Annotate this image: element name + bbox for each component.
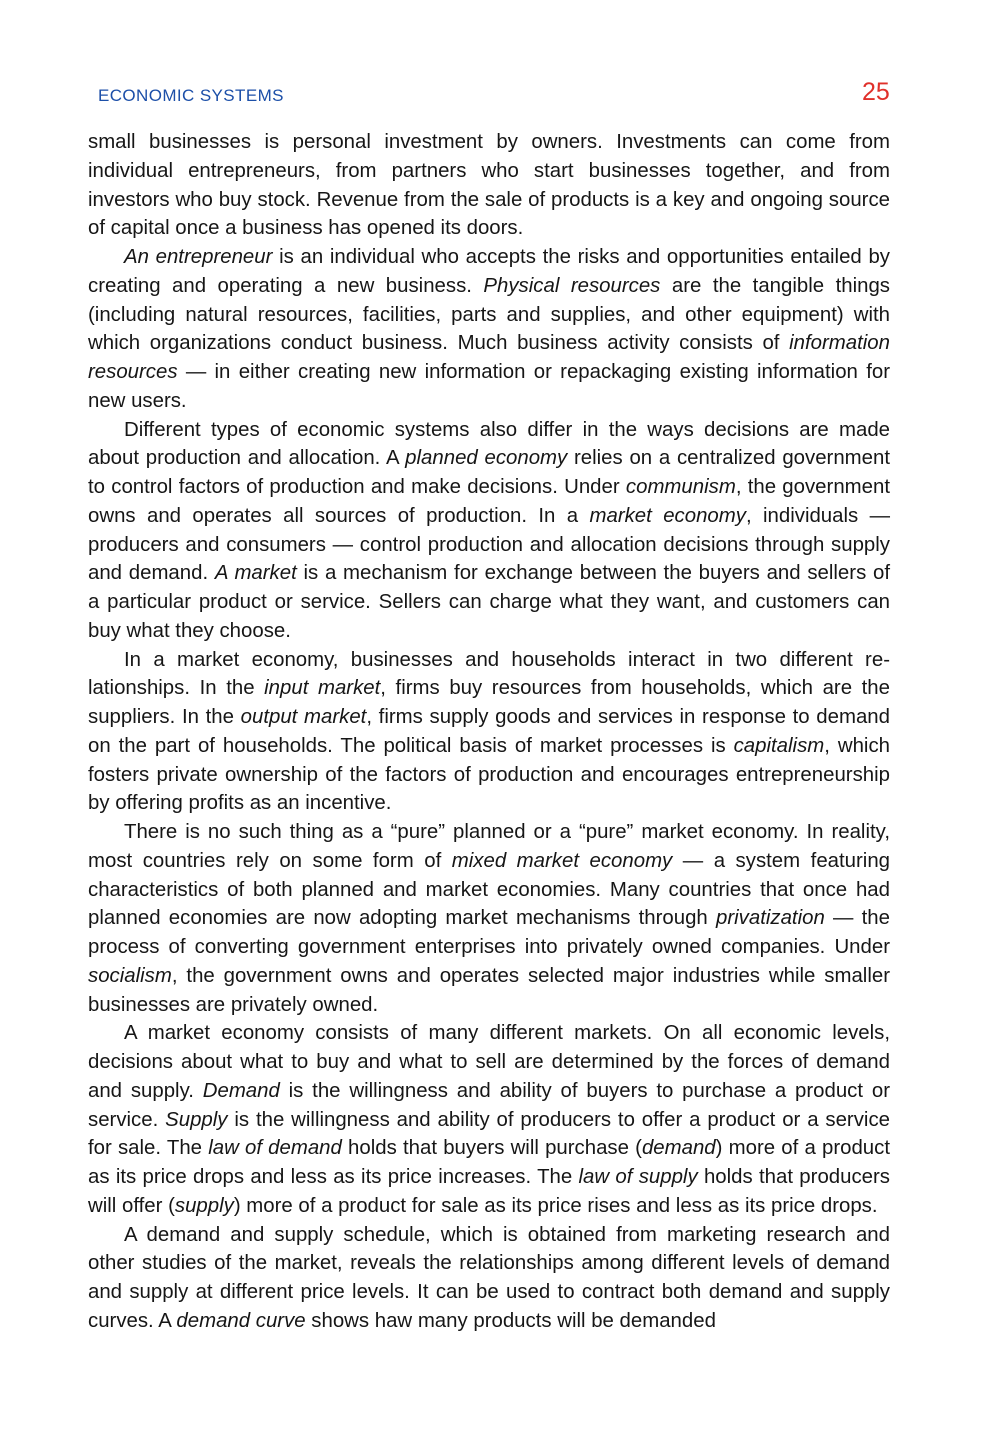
italic-term: input market xyxy=(264,677,381,700)
text-run: relies on a centralized government to control factors of production and make decisions. Under xyxy=(88,447,890,498)
italic-term: socialism xyxy=(88,964,172,987)
text-run: Different types of economic systems also differ in the ways decisions are made about production and allocation. A xyxy=(88,418,890,470)
text-run: In a market economy, businesses and households interact in two different relationships. In the xyxy=(88,648,890,700)
italic-term: Physical resources xyxy=(483,274,661,297)
text-run: are the tangible things (including natural resources, facilities, parts and supplies, and other equipment) with which organizations conduct business. Much business activity consists of xyxy=(88,274,890,355)
italic-term: communism xyxy=(625,476,736,498)
italic-term: Supply xyxy=(165,1108,228,1131)
text-run: small businesses is personal investment by owners. Investments can come from individual entrepreneurs, from partners who start businesses together, and from investors who buy stock. Revenue from the sale of products is a key and ongoing source of capital once a business has opened its doors. xyxy=(88,131,890,240)
text-run: , the government owns and operates selected major industries while smaller businesses are privately owned. xyxy=(88,964,890,1016)
text-run: , which fosters private ownership of the factors of production and encourages entrepreneurship by offering profits as an incentive. xyxy=(88,734,890,815)
text-run: — a system featuring characteristics of both planned and market economies. Many countries that once had planned economies are now adopting market mechanisms through xyxy=(88,849,891,930)
italic-term: privatization xyxy=(716,907,825,930)
text-run: ) more of a product for sale as its price rises and less as its price drops. xyxy=(233,1194,878,1217)
running-header-title: ECONOMIC SYSTEMS xyxy=(98,86,284,105)
text-run: A market economy consists of many different markets. On all economic levels, decisions about what to buy and what to sell are determined by the forces of demand and supply. xyxy=(88,1022,890,1102)
italic-term: An entrepreneur xyxy=(124,246,273,268)
italic-term: market economy xyxy=(589,504,746,527)
text-run: — the process of converting government enterprises into privately owned companies. Under xyxy=(88,907,890,958)
text-run: There is no such thing as a “pure” planned or a “pure” market economy. In reality, most countries rely on some form of xyxy=(88,821,890,872)
italic-term: capitalism xyxy=(733,734,825,757)
text-run: shows haw many products will be demanded xyxy=(305,1309,716,1332)
text-run: — in either creating new information or repackaging existing information for new users. xyxy=(88,361,890,412)
paragraph xyxy=(88,1221,890,1336)
text-run: is a mechanism for exchange between the buyers and sellers of a particular product or service. Sellers can charge what they want, and customers can buy what they choose. xyxy=(88,562,891,642)
text-run: holds that buyers will purchase ( xyxy=(341,1137,642,1160)
text-run: ) more of a product as its price drops and less as its price increases. The xyxy=(88,1137,890,1188)
italic-term: demand xyxy=(641,1137,716,1160)
paragraph xyxy=(88,416,890,646)
italic-term: output market xyxy=(240,706,367,728)
text-run: is the willingness and ability of producers to offer a product or a service for sale. The xyxy=(88,1108,890,1160)
text-run: , firms buy resources from households, which are the suppliers. In the xyxy=(88,677,890,728)
italic-term: information resources xyxy=(88,332,890,383)
paragraph xyxy=(88,818,890,1019)
italic-term: mixed market economy xyxy=(451,849,673,872)
body-text xyxy=(88,128,890,1336)
italic-term: A market xyxy=(214,562,297,585)
text-run: holds that producers will offer ( xyxy=(88,1166,890,1217)
text-run: , individuals — producers and consumers — control production and allocation decisions through supply and demand. xyxy=(88,504,890,585)
text-run: is an individual who accepts the risks and opportunities entailed by creating and operating a new business. xyxy=(88,246,890,297)
text-run: is the willingness and ability of buyers to purchase a product or service. xyxy=(88,1079,890,1131)
text-run: A demand and supply schedule, which is obtained from marketing research and other studies of the market, reveals the relationships among different levels of demand and supply at different price levels. It can be used to contract both demand and supply curves. A xyxy=(88,1223,890,1332)
italic-term: supply xyxy=(174,1194,234,1217)
paragraph xyxy=(88,1019,890,1220)
italic-term: law of supply xyxy=(578,1166,698,1188)
italic-term: demand curve xyxy=(176,1309,306,1332)
text-run: , firms supply goods and services in response to demand on the part of households. The political basis of market processes is xyxy=(88,706,890,757)
paragraph xyxy=(88,243,890,416)
text-run: , the government owns and operates all sources of production. In a xyxy=(88,476,890,527)
paragraph xyxy=(88,646,890,819)
italic-term: Demand xyxy=(202,1079,280,1102)
paragraph xyxy=(88,128,890,243)
italic-term: planned economy xyxy=(405,447,568,470)
italic-term: law of demand xyxy=(208,1137,342,1160)
page-number: 25 xyxy=(862,78,890,106)
